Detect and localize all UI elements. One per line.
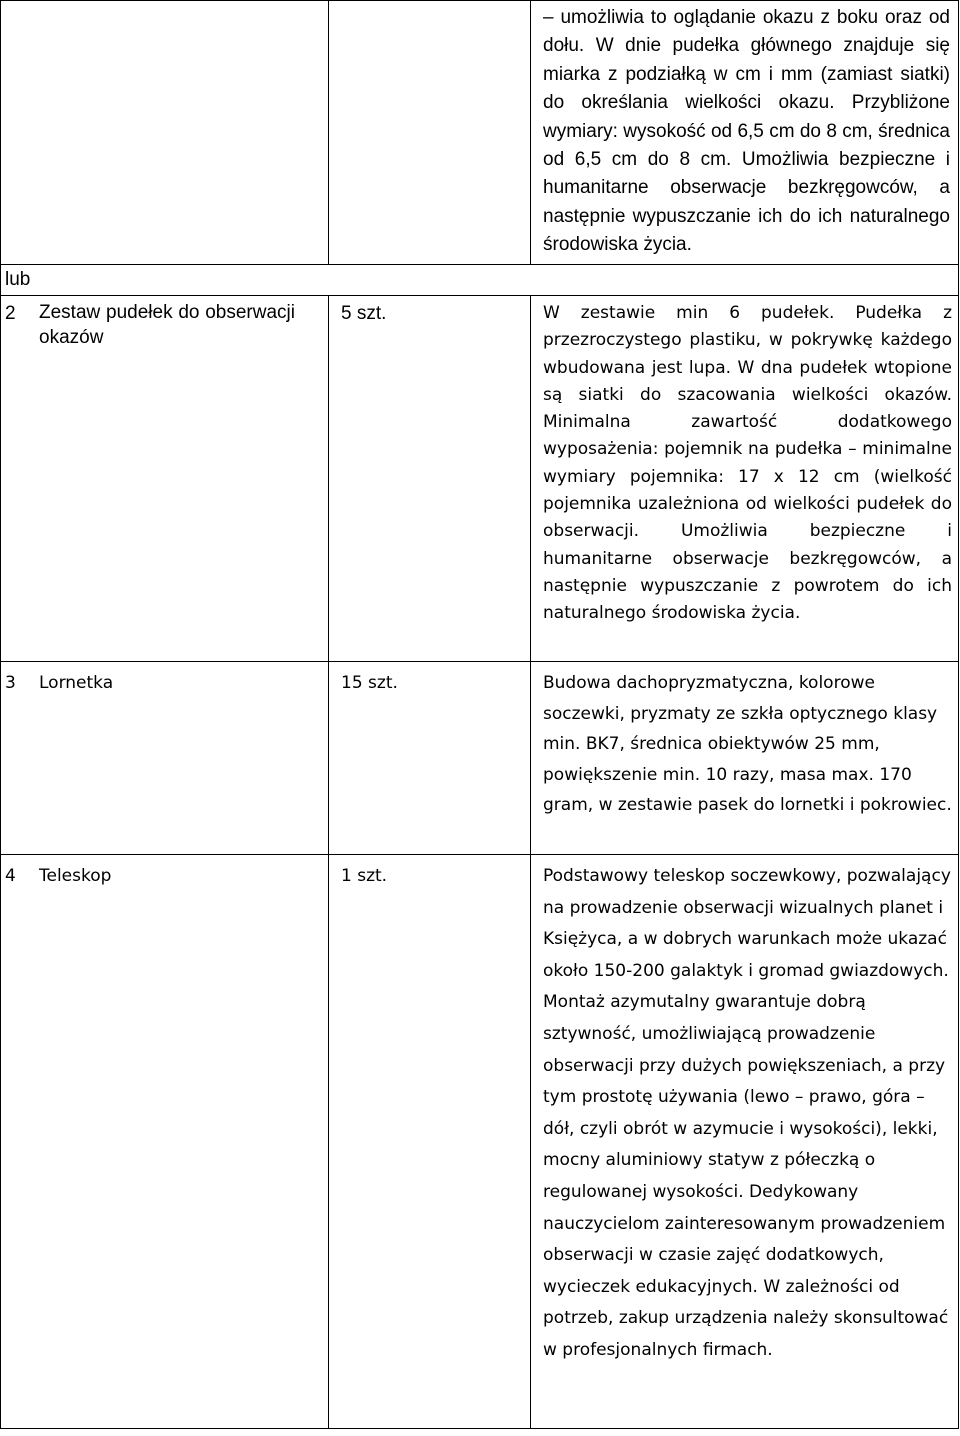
table-row-separator bbox=[1, 265, 959, 296]
name-cell bbox=[1, 855, 329, 1429]
item-number: 4 bbox=[5, 866, 16, 886]
description-cell bbox=[531, 662, 959, 855]
name-cell bbox=[1, 662, 329, 855]
table-row-item-2 bbox=[1, 296, 959, 662]
quantity-cell bbox=[329, 296, 531, 662]
item-number: 3 bbox=[5, 673, 16, 693]
description-cell bbox=[531, 296, 959, 662]
item-number: 2 bbox=[5, 303, 16, 324]
item-name: Teleskop bbox=[39, 866, 112, 886]
quantity-cell bbox=[329, 855, 531, 1429]
item-quantity: 1 szt. bbox=[341, 866, 388, 886]
name-cell bbox=[1, 296, 329, 662]
name-cell bbox=[1, 1, 329, 265]
item-description: – umożliwia to oglądanie okazu z boku oraz od dołu. W dnie pudełka głównego znajduje się miarka z podziałką w cm i mm (zamiast siatki) do określania wielkości okazu. Przybliżone wymiary: wysokość od 6,5 cm do 8 cm, średnica od 6,5 cm do 8 cm. Umożliwia bezpieczne i humanitarne obserwacje bezkręgowców, a następnie wypuszczanie ich do ich naturalnego środowiska życia. bbox=[543, 7, 950, 256]
quantity-cell bbox=[329, 1, 531, 265]
item-name: Zestaw pudełek do obserwacji okazów bbox=[39, 302, 295, 348]
table-row-item-4 bbox=[1, 855, 959, 1429]
table-row-continuation bbox=[1, 1, 959, 265]
item-description: W zestawie min 6 pudełek. Pudełka z przezroczystego plastiku, w pokrywkę każdego wbudowana jest lupa. W dna pudełek wtopione są siatki do szacowania wielkości okazów. Minimalna zawartość dodatkowego wyposażenia: pojemnik na pudełka – minimalne wymiary pojemnika: 17 x 12 cm (wielkość pojemnika uzależniona od wielkości pudełek do obserwacji. Umożliwia bezpieczne i humanitarne obserwacje bezkręgowców, a następnie wypuszczanie z powrotem do ich naturalnego środowiska życia. bbox=[543, 303, 952, 624]
separator-cell bbox=[1, 265, 959, 296]
table-row-item-3 bbox=[1, 662, 959, 855]
item-description: Podstawowy teleskop soczewkowy, pozwalający na prowadzenie obserwacji wizualnych planet i Księżyca, a w dobrych warunkach może ukazać około 150-200 galaktyk i gromad gwiazdowych. Montaż azymutalny gwarantuje dobrą sztywność, umożliwiającą prowadzenie obserwacji przy dużych powiększeniach, a przy tym prostotę używania (lewo – prawo, góra – dół, czyli obrót w azymucie i wysokości), lekki, mocny aluminiowy statyw z półeczką o regulowanej wysokości. Dedykowany nauczycielom zainteresowanym prowadzeniem obserwacji w czasie zajęć dodatkowych, wycieczek edukacyjnych. W zależności od potrzeb, zakup urządzenia należy skonsultować w profesjonalnych firmach. bbox=[543, 866, 951, 1360]
item-description: Budowa dachopryzmatyczna, kolorowe soczewki, pryzmaty ze szkła optycznego klasy min. BK7, średnica obiektywów 25 mm, powiększenie min. 10 razy, masa max. 170 gram, w zestawie pasek do lornetki i pokrowiec. bbox=[543, 673, 952, 816]
item-name: Lornetka bbox=[39, 673, 114, 693]
description-cell bbox=[531, 1, 959, 265]
item-quantity: 5 szt. bbox=[341, 303, 387, 324]
separator-label: lub bbox=[5, 269, 31, 290]
quantity-cell bbox=[329, 662, 531, 855]
item-quantity: 15 szt. bbox=[341, 673, 398, 693]
description-cell bbox=[531, 855, 959, 1429]
